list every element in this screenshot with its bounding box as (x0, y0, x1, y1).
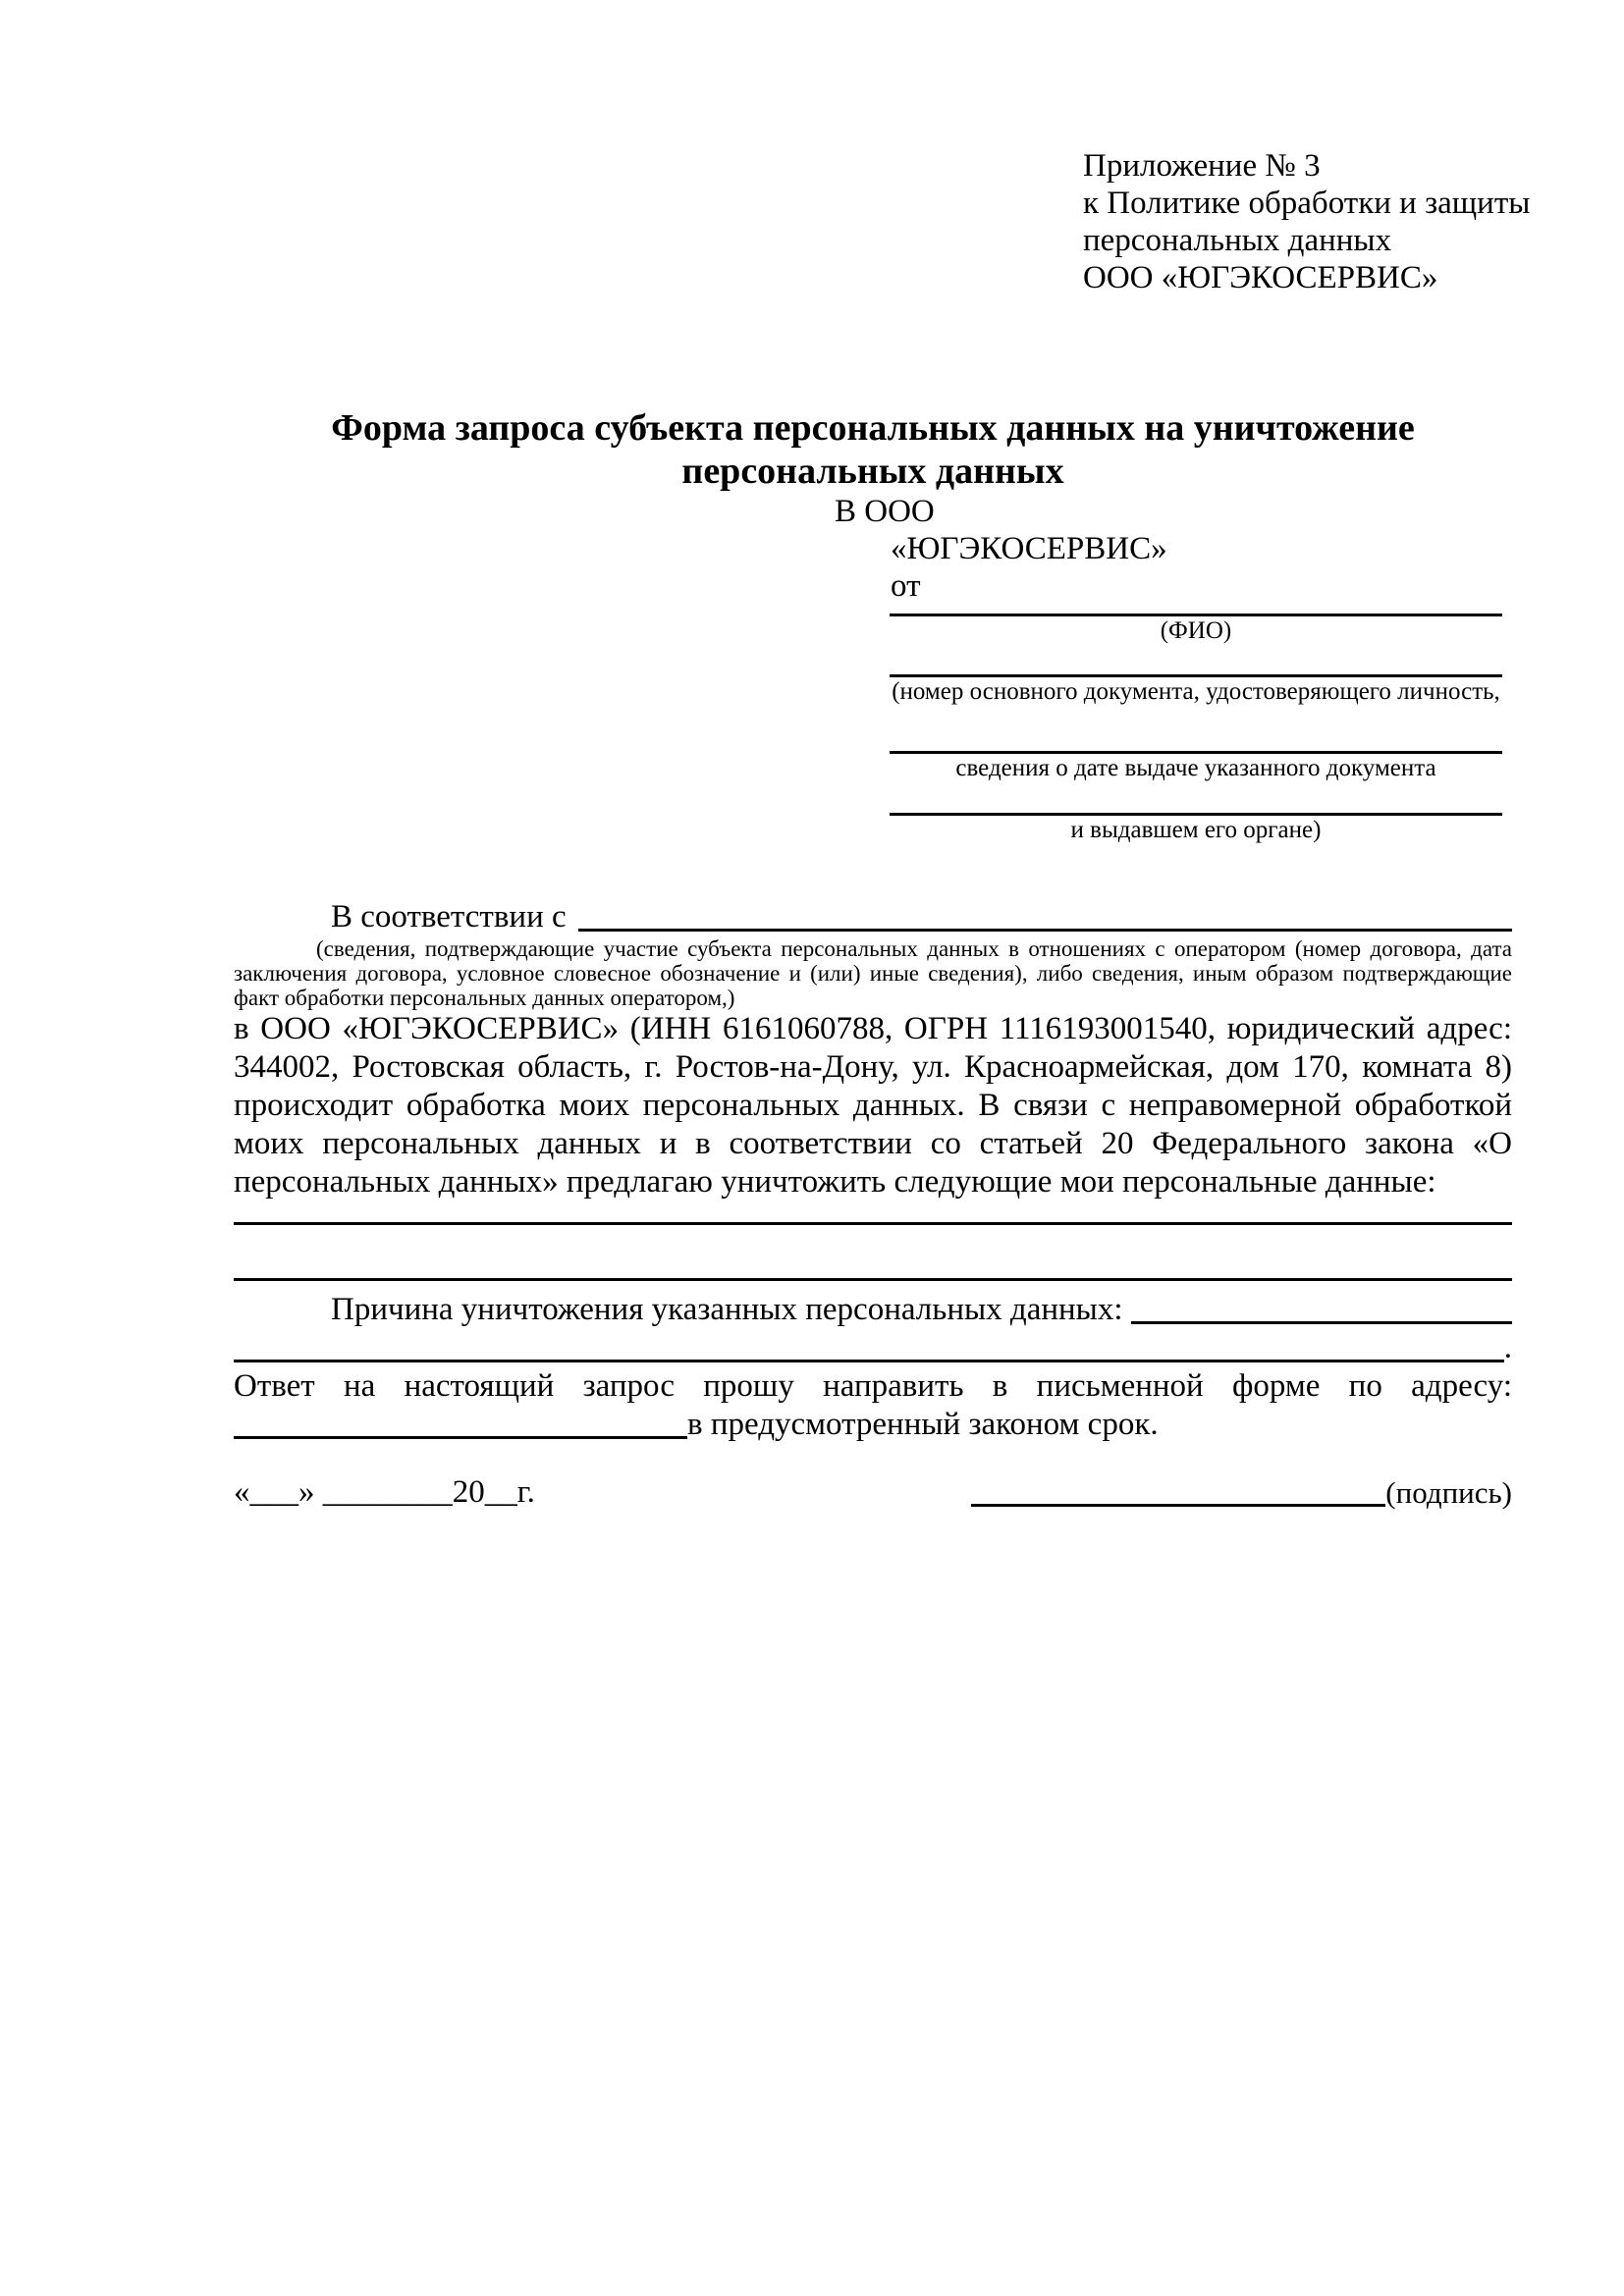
accordance-lead: В соответствии с (331, 899, 567, 934)
reason-row (234, 1291, 1512, 1329)
paragraph-indent (234, 1291, 331, 1329)
address-blank-line (234, 1406, 687, 1439)
addressee-org-prefix: В ООО (835, 494, 935, 529)
signature-caption: (подпись) (1385, 1475, 1512, 1510)
accordance-row (234, 898, 1512, 936)
document-content (234, 147, 1531, 1512)
answer-tail-text: в предусмотренный законом срок. (687, 1407, 1159, 1442)
reason-blank-line-2 (234, 1329, 1504, 1362)
data-to-destroy-blank-line-1 (234, 1201, 1512, 1225)
data-to-destroy-blank-line-2 (234, 1225, 1512, 1281)
fio-caption: (ФИО) (1160, 617, 1232, 644)
body-paragraph: в ООО «ЮГЭКОСЕРВИС» (ИНН 6161060788, ОГРН 1116193001540, юридический адрес: 344002, Ростовская область, г. Ростов-на-Дону, ул. Красноармейская, дом 170, комната 8) происходит обработка моих персональных данных. В связи с неправомерной обработкой моих персональных данных и в соответствии со статьей 20 Федерального закона «О персональных данных» предлагаю уничтожить следующие мои персональные данные: (234, 1011, 1512, 1200)
appendix-note-line: персональных данных (1083, 223, 1392, 258)
issuing-authority-caption: и выдавшем его органе) (1070, 817, 1322, 843)
reason-blank-line (1131, 1291, 1512, 1324)
document-number-caption: (номер основного документа, удостоверяющего личность, (892, 678, 1500, 705)
answer-address-row (234, 1406, 1512, 1444)
page-title: Форма запроса субъекта персональных данных на уничтожение персональных данных (331, 407, 1415, 492)
date-blank-text: «___» ________20__г. (234, 1474, 535, 1510)
appendix-note-line: Приложение № 3 (1083, 148, 1321, 184)
fio-blank-line (890, 605, 1502, 616)
issuing-authority-blank-line (890, 782, 1502, 816)
accordance-blank-line (578, 898, 1512, 932)
appendix-note-line: ООО «ЮГЭКОСЕРВИС» (1083, 260, 1438, 295)
reason-continuation-row (234, 1329, 1512, 1367)
date-signature-row (234, 1473, 1512, 1512)
paragraph-indent (234, 898, 331, 936)
issue-date-blank-line (890, 706, 1502, 754)
issue-date-caption: сведения о дате выдаче указанного документа (955, 755, 1436, 781)
appendix-note (1083, 147, 1531, 296)
document-number-blank-line (890, 645, 1502, 677)
answer-request-paragraph: Ответ на настоящий запрос прошу направить в письменной форме по адресу: (234, 1368, 1512, 1404)
signature-blank-line (971, 1504, 1385, 1507)
appendix-note-line: к Политике обработки и защиты (1083, 186, 1531, 221)
addressee-block (835, 493, 1512, 605)
reason-label: Причина уничтожения указанных персональных данных: (331, 1292, 1123, 1327)
gap-spacer (567, 898, 578, 936)
reason-period: . (1503, 1330, 1512, 1365)
addressee-from-label: от (891, 568, 921, 604)
applicant-fields (890, 605, 1502, 844)
addressee-org-name: «ЮГЭКОСЕРВИС» (891, 531, 1167, 566)
accordance-footnote: (сведения, подтверждающие участие субъекта персональных данных в отношениях с оператором (номер договора, дата заключения договора, условное словесное обозначение и (или) иные сведения), либо сведения, иным образом подтверждающие факт обработки персональных данных оператором,) (234, 936, 1512, 1010)
